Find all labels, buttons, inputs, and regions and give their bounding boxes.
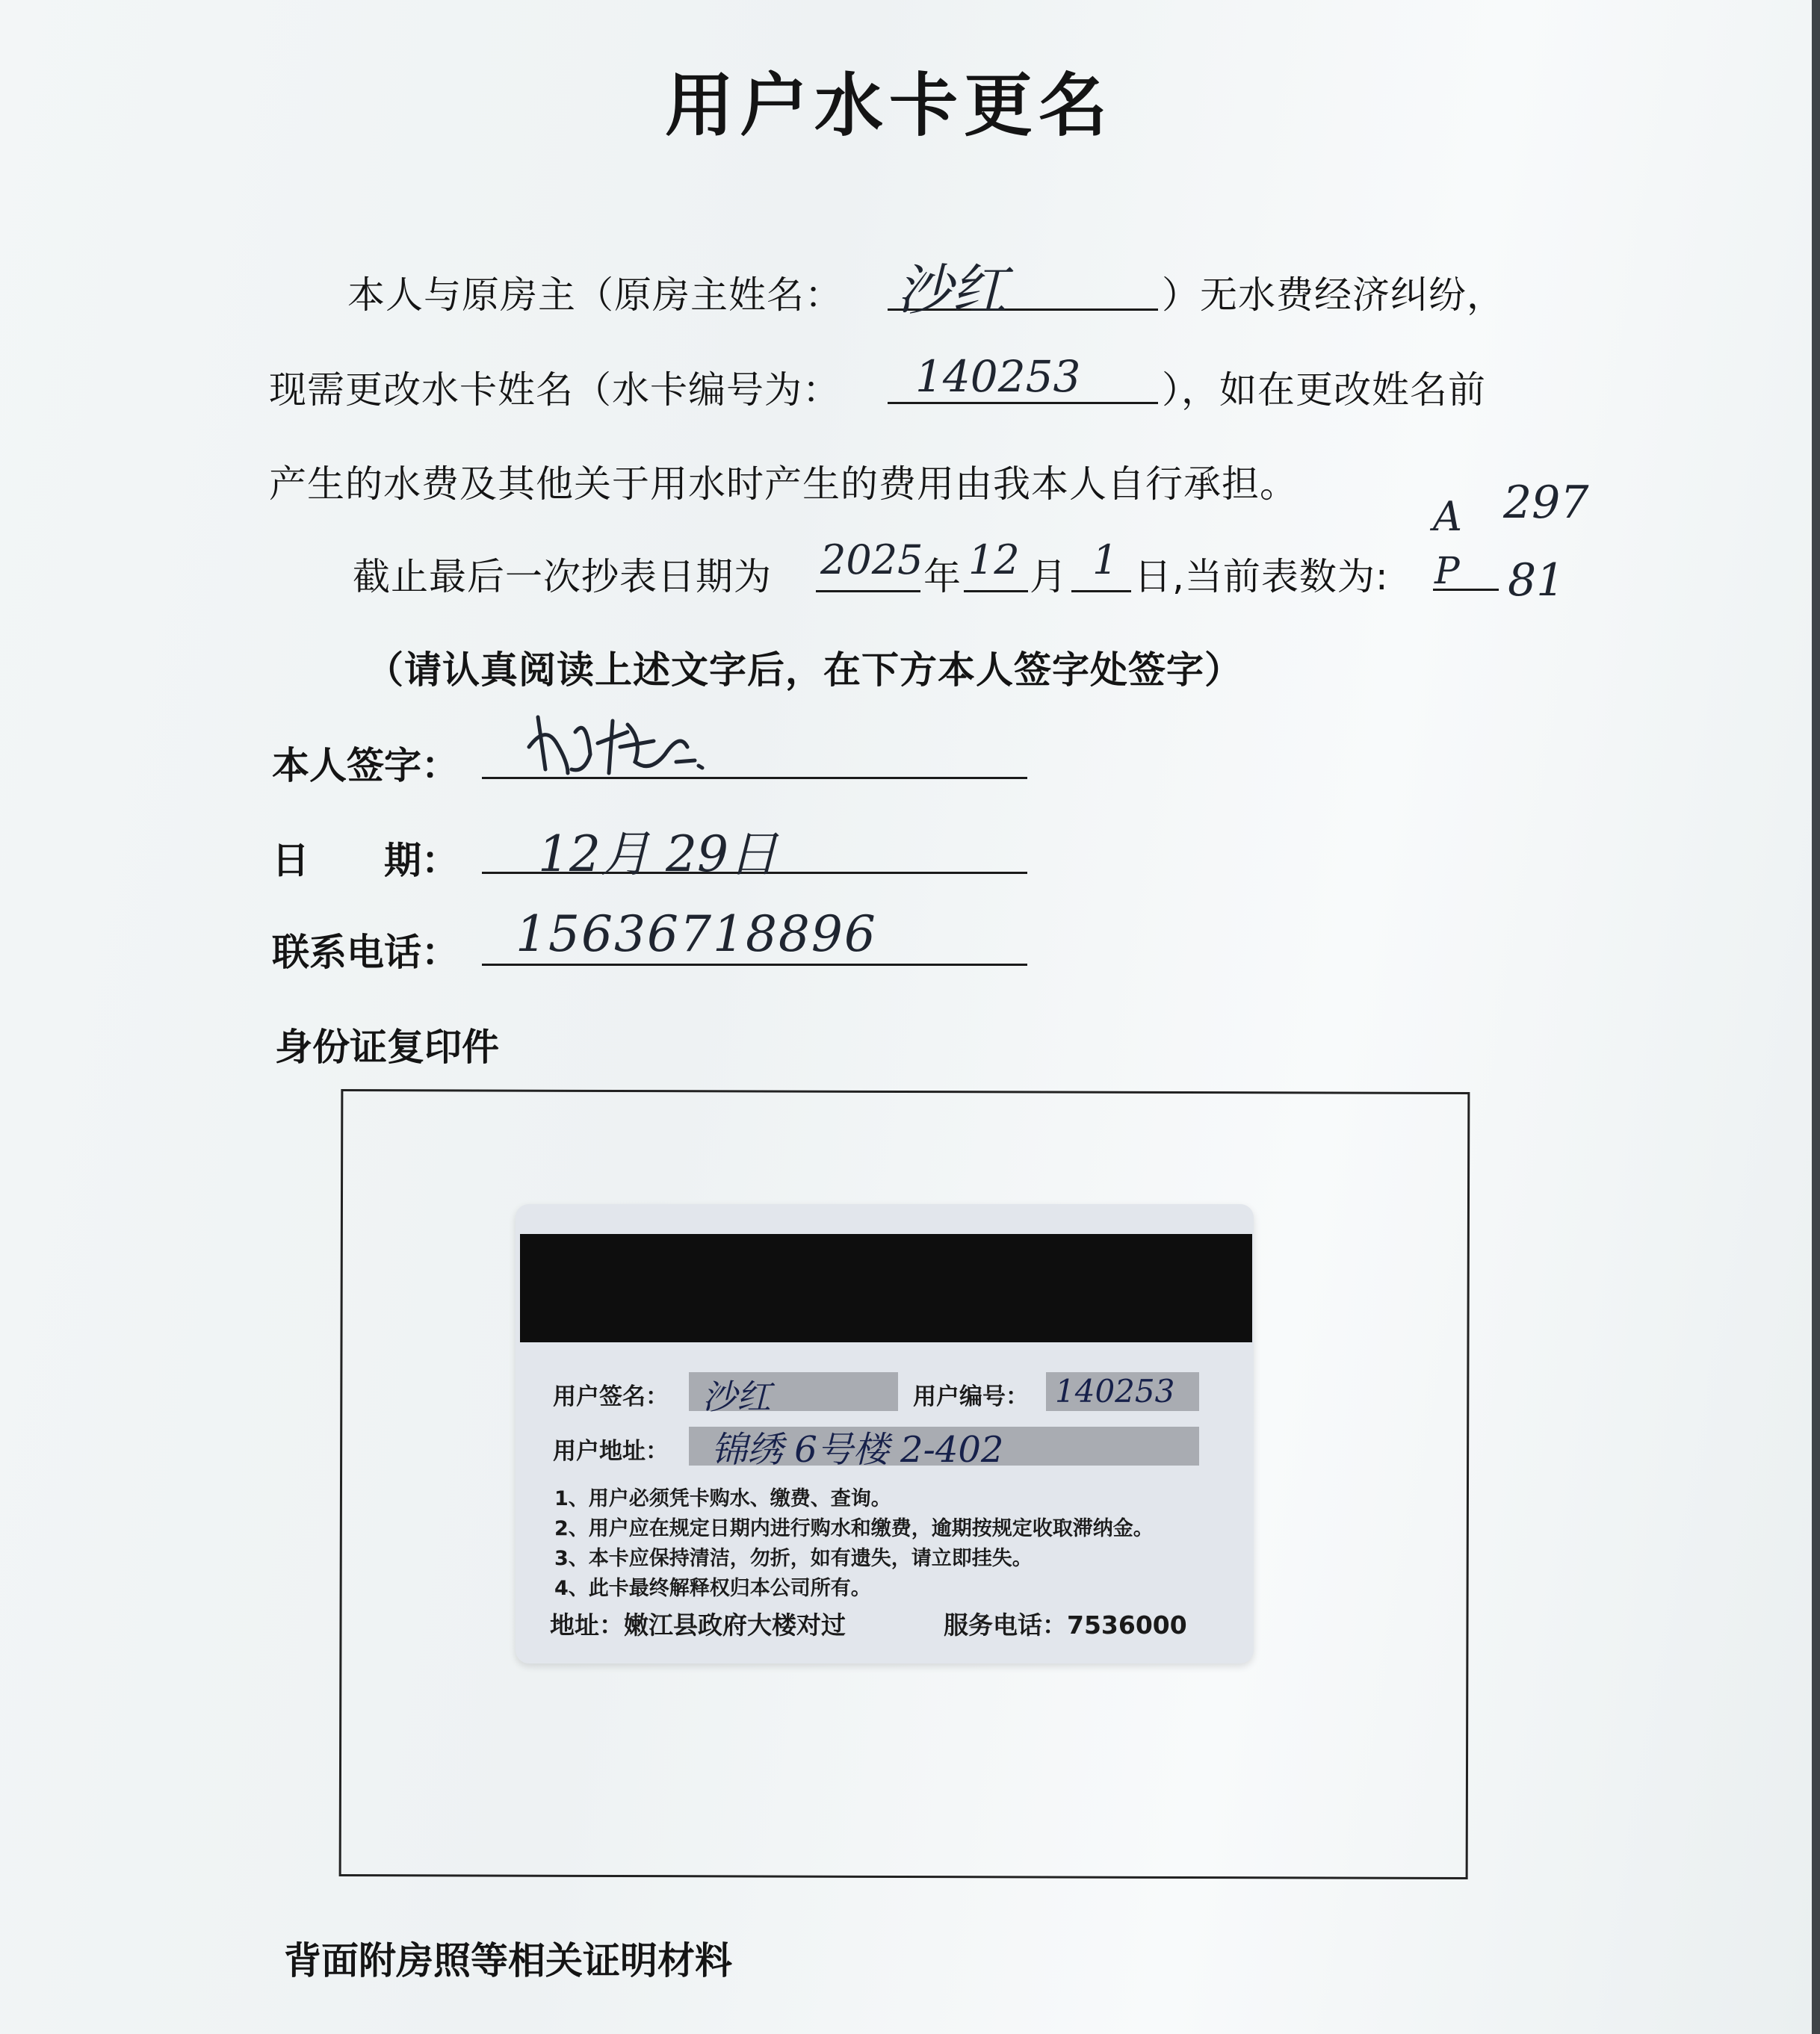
card-service-phone: 服务电话：7536000	[944, 1610, 1187, 1640]
card-user-no-label: 用户编号：	[913, 1383, 1029, 1410]
card-rule-3: 3、本卡应保持清洁，勿折，如有遗失，请立即挂失。	[554, 1547, 1033, 1570]
day-label: 日,当前表数为:	[1134, 555, 1389, 598]
handwritten-signature	[516, 702, 732, 784]
form-title: 用户水卡更名	[664, 66, 1113, 146]
reading-prefix: 截止最后一次抄表日期为	[353, 555, 772, 598]
meter-p-letter: P	[1434, 549, 1460, 592]
day-handwriting: 1	[1092, 536, 1118, 583]
para2-prefix: 现需更改水卡姓名（水卡编号为：	[269, 368, 841, 412]
owner-name-handwriting: 沙红	[897, 258, 1007, 323]
signature-label: 本人签字：	[272, 744, 459, 787]
meter-a-value: 297	[1503, 477, 1589, 529]
card-user-sign-handwriting: 沙红	[702, 1377, 771, 1417]
phone-handwriting: 15636718896	[516, 905, 877, 963]
para2-suffix: ），如在更改姓名前	[1162, 368, 1486, 412]
meter-p-value: 81	[1508, 554, 1565, 607]
year-label: 年	[923, 555, 962, 598]
footer-note: 背面附房照等相关证明材料	[284, 1939, 732, 1982]
instruction-text: （请认真阅读上述文字后，在下方本人签字处签字）	[366, 648, 1242, 692]
water-card-copy	[516, 1204, 1254, 1664]
card-rule-4: 4、此卡最终解释权归本公司所有。	[554, 1577, 871, 1600]
para3-text: 产生的水费及其他关于用水时产生的费用由我本人自行承担。	[269, 462, 1298, 506]
date-handwriting: 12月 29日	[538, 825, 778, 883]
card-user-addr-label: 用户地址：	[553, 1438, 669, 1465]
card-user-sign-label: 用户签名：	[553, 1383, 669, 1410]
meter-a-letter: A	[1433, 493, 1462, 540]
month-label: 月	[1030, 555, 1068, 598]
card-company-address: 地址：嫩江县政府大楼对过	[550, 1610, 846, 1640]
date-label: 日 期：	[272, 839, 459, 882]
card-rule-2: 2、用户应在规定日期内进行购水和缴费，逾期按规定收取滞纳金。	[554, 1517, 1154, 1540]
id-copy-label: 身份证复印件	[275, 1026, 499, 1069]
year-handwriting: 2025	[820, 536, 923, 583]
magnetic-stripe	[520, 1234, 1252, 1342]
para1-prefix: 本人与原房主（原房主姓名：	[347, 273, 843, 317]
card-user-addr-handwriting: 锦绣 6号楼 2-402	[711, 1429, 1004, 1471]
card-rule-1: 1、用户必须凭卡购水、缴费、查询。	[554, 1487, 891, 1510]
card-number-handwriting: 140253	[915, 351, 1081, 402]
page-edge-shadow	[1812, 0, 1820, 2034]
para1-suffix: ）无水费经济纠纷，	[1162, 273, 1505, 317]
phone-label: 联系电话：	[272, 931, 459, 974]
month-handwriting: 12	[968, 536, 1020, 583]
card-user-no-handwriting: 140253	[1055, 1373, 1175, 1410]
